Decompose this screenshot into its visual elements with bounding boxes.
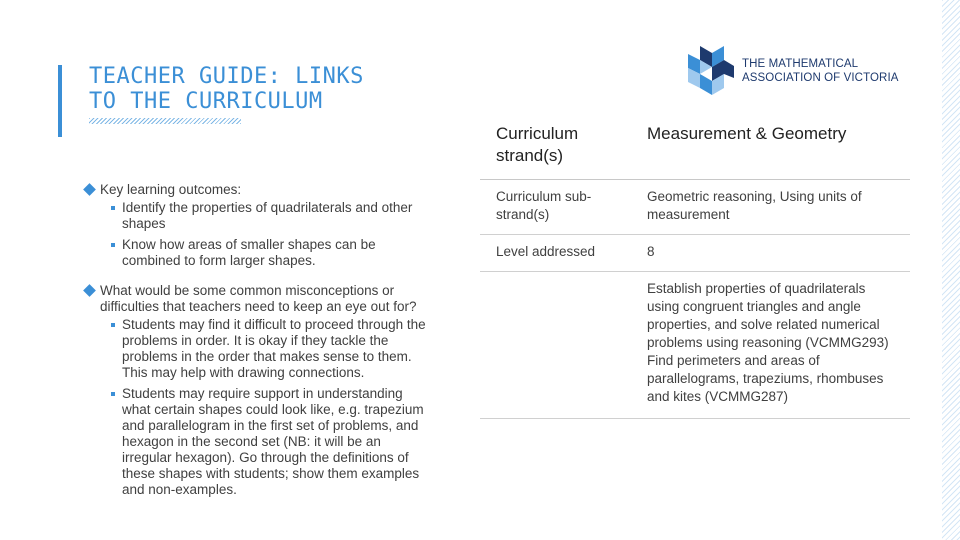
misconceptions-block	[82, 283, 432, 498]
table-row	[480, 235, 910, 272]
list-item: Students may find it difficult to proceed through the problems in order. It is okay if they tackle the problems in the order that makes sense to them. This may help with drawing connections.	[110, 317, 432, 381]
table-cell-value: Geometric reasoning, Using units of measurement	[631, 180, 910, 235]
learning-outcomes-block	[82, 182, 432, 269]
table-row	[480, 272, 910, 419]
description-line-1: Establish properties of quadrilaterals using congruent triangles and angle properties, and solve related numerical problems using reasoning (VCMMG293)	[647, 281, 889, 350]
description-line-2: Find perimeters and areas of parallelograms, trapeziums, rhombuses and kites (VCMMG287)	[647, 353, 884, 404]
title-hatch-decoration	[89, 118, 241, 124]
list-item: Students may require support in understanding what certain shapes could look like, e.g. trapezium and parallelogram in the first set of problems, and hexagon in the second set (NB: it will be an irregular hexagon). Go through the definitions of these shapes with students; show them examples and non-examples.	[110, 386, 432, 498]
table-cell-label: Curriculum strand(s)	[480, 114, 631, 180]
logo-line-1: THE MATHEMATICAL	[742, 58, 859, 70]
page-title	[89, 64, 429, 114]
curriculum-table	[480, 114, 910, 419]
table-cell-label: Level addressed	[480, 235, 631, 272]
diamond-bullet-icon	[83, 183, 96, 196]
table-cell-value: Measurement & Geometry	[631, 114, 910, 180]
table-cell-value: 8	[631, 235, 910, 272]
misconceptions-heading: What would be some common misconceptions or difficulties that teachers need to keep an eye out for?	[100, 283, 417, 314]
page-title-line-2: TO THE CURRICULUM	[89, 89, 323, 114]
right-hatch-decoration	[942, 0, 960, 540]
misconceptions-list	[100, 317, 432, 498]
learning-outcomes-list	[100, 200, 432, 269]
table-cell-label: Curriculum sub-strand(s)	[480, 180, 631, 235]
learning-outcomes-heading: Key learning outcomes:	[100, 182, 242, 197]
table-row	[480, 180, 910, 235]
title-accent-bar	[58, 65, 62, 137]
table-row	[480, 114, 910, 180]
table-cell-label	[480, 272, 631, 419]
table-cell-description	[631, 272, 910, 419]
page-title-line-1: TEACHER GUIDE: LINKS	[89, 64, 364, 89]
logo-wordmark	[742, 57, 899, 85]
notes-column	[82, 182, 432, 503]
list-item: Identify the properties of quadrilaterals and other shapes	[110, 200, 432, 232]
logo-line-2: ASSOCIATION OF VICTORIA	[742, 72, 899, 84]
diamond-bullet-icon	[83, 284, 96, 297]
list-item: Know how areas of smaller shapes can be combined to form larger shapes.	[110, 237, 432, 269]
